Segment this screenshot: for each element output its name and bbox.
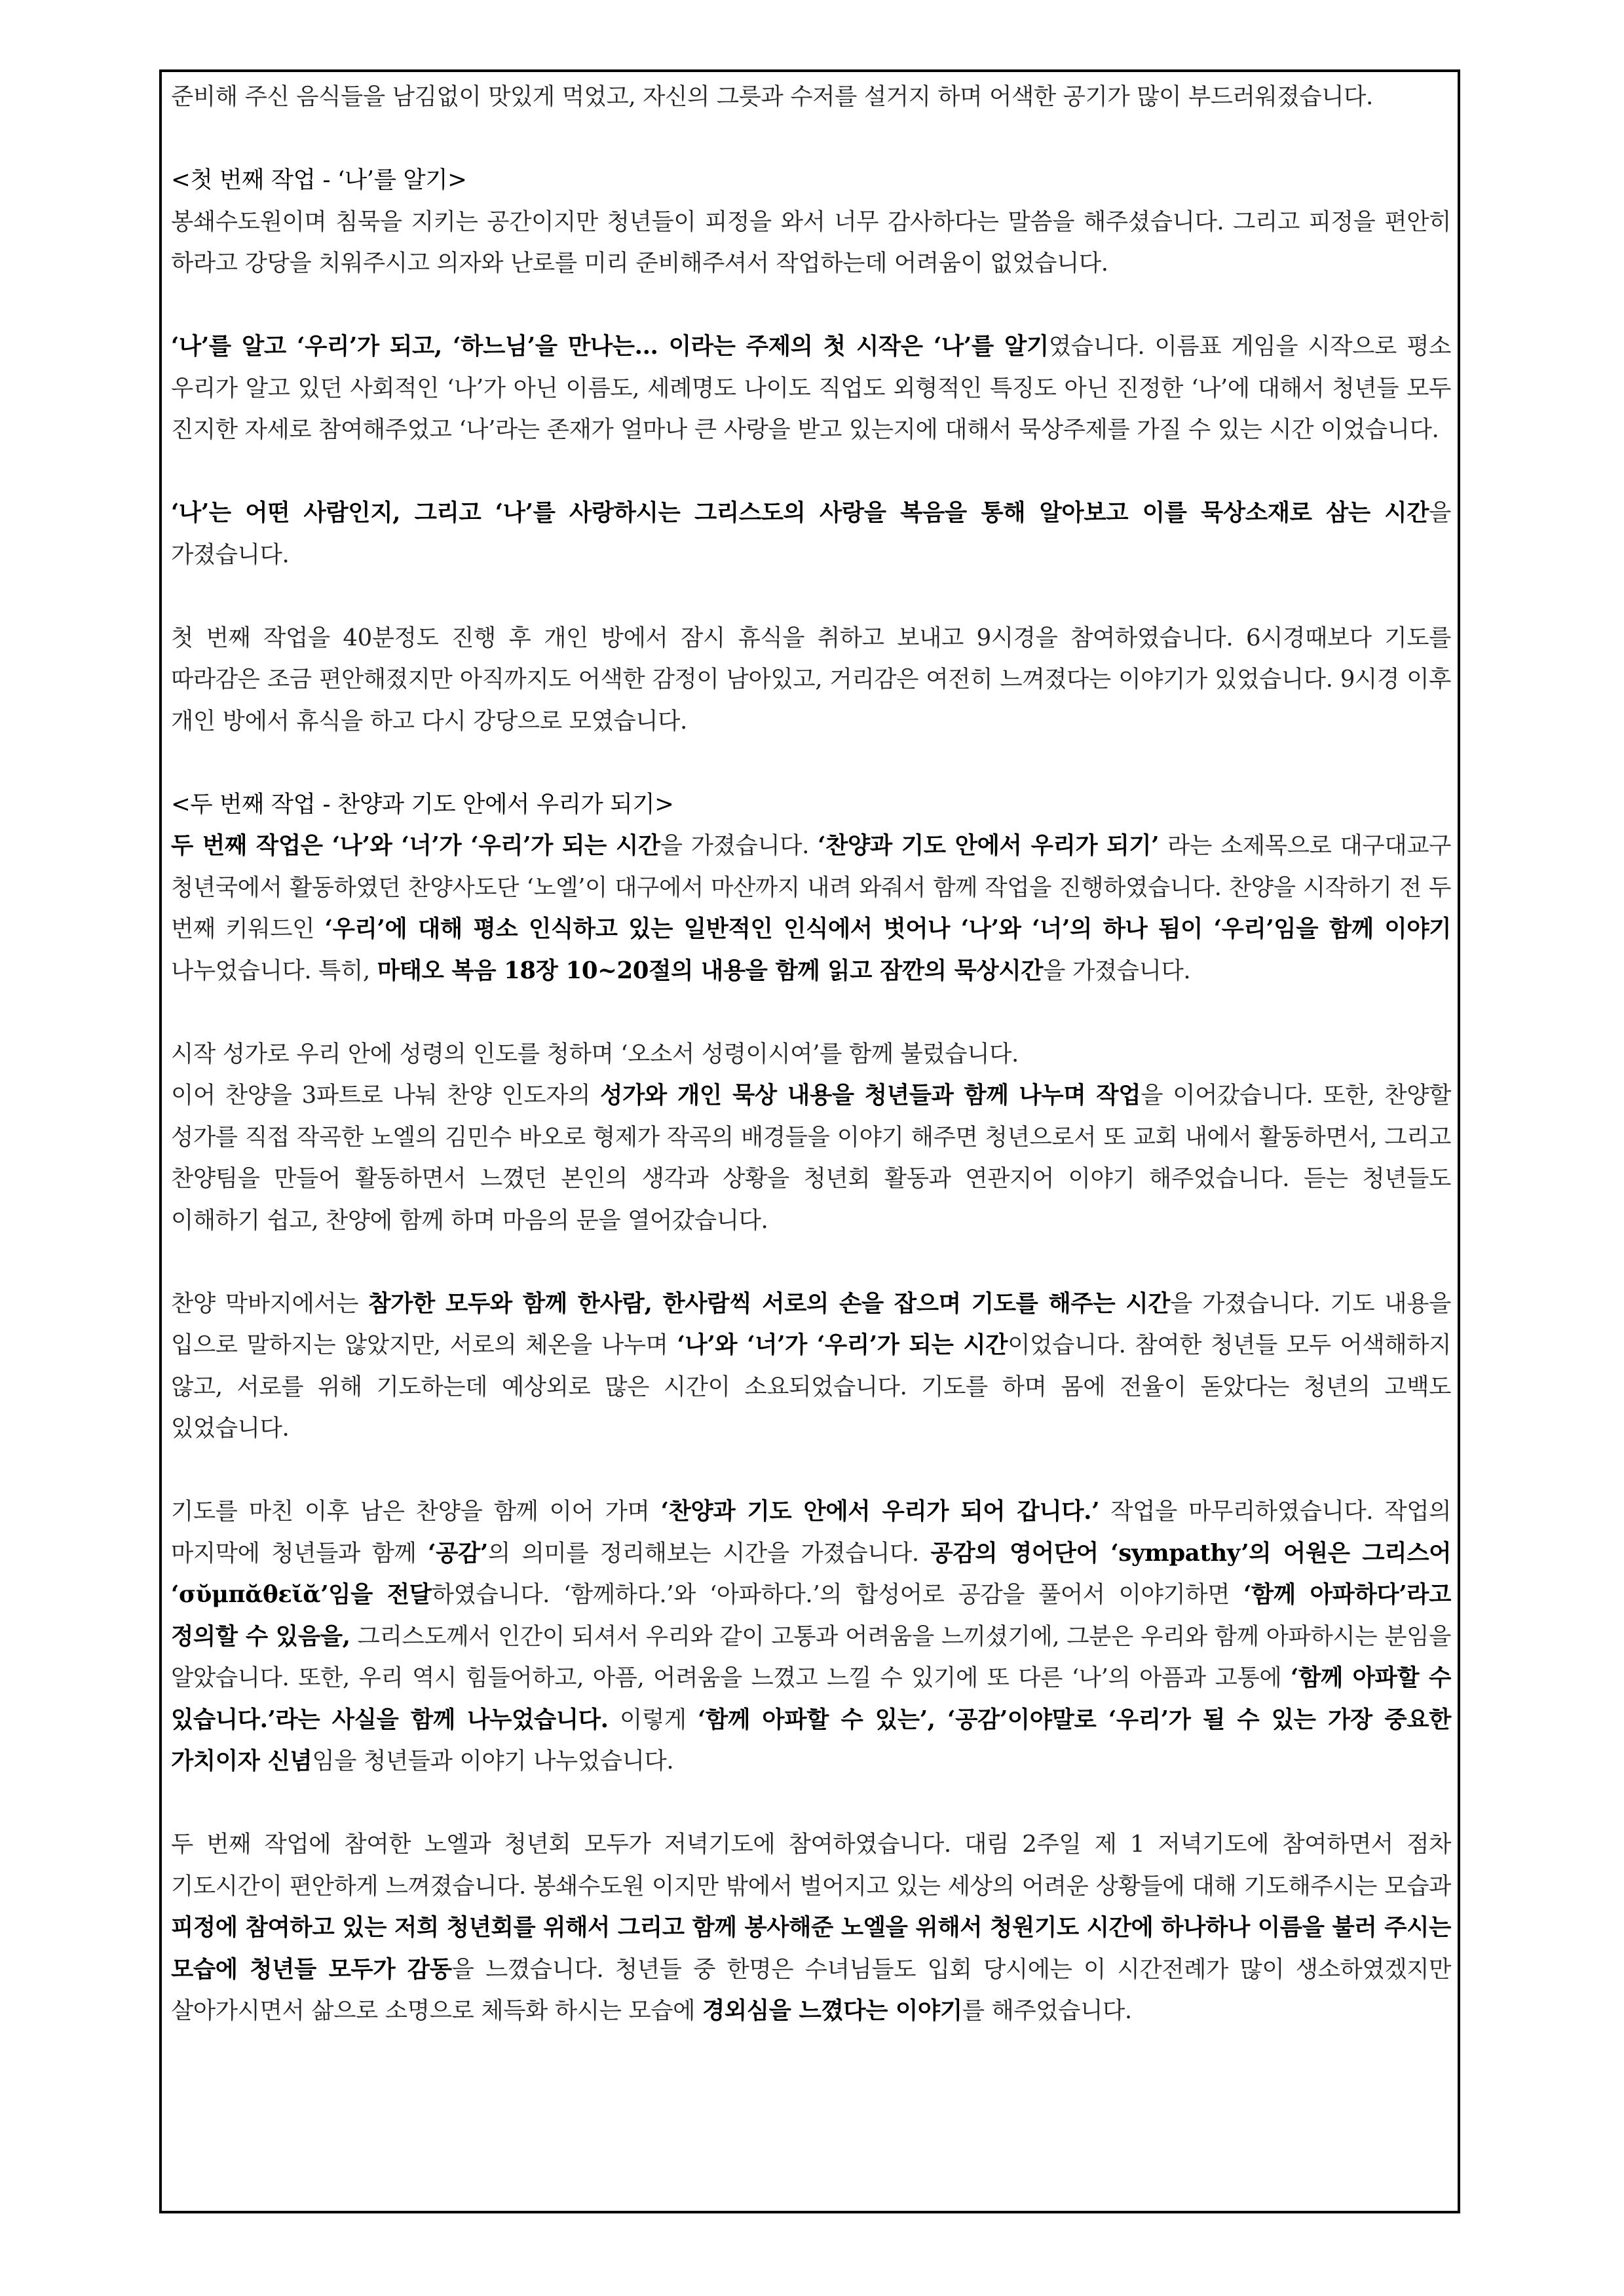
text-run: 을 가졌습니다.: [660, 832, 818, 859]
bold-text-run: 성가와 개인 묵상 내용을 청년들과 함께 나누며 작업: [600, 1082, 1141, 1109]
text-run: 두 번째 작업에 참여한 노엘과 청년회 모두가 저녁기도에 참여하였습니다. 대림 2주일 제 1 저녁기도에 참여하면서 점차 기도시간이 편안하게 느껴졌습니다. 봉쇄수도원 이지만 밖에서 벌어지고 있는 세상의 어려운 상황들에 대해 기도해주시는 모습과: [171, 1831, 1451, 1900]
paragraph-sympathy: [171, 1491, 1451, 1782]
bold-text-run: 공감의 영어단어 ‘sympathy’의 어원은 그리스어 ‘σῠμπᾰθεῐᾰ’임을 전달: [171, 1539, 1451, 1608]
text-run: 라는 소제목으로 대구대교구 청년국에서 활동하였던 찬양사도단 ‘노엘’이 대구에서 마산까지 내려 와줘서 함께 작업을 진행하였습니다. 찬양을 시작하기 전 두 번째 키워드인: [171, 832, 1451, 942]
text-run: 그리스도께서 인간이 되셔서 우리와 같이 고통과 어려움을 느끼셨기에, 그분은 우리와 함께 아파하시는 분임을 알았습니다. 또한, 우리 역시 힘들어하고, 아픔, 어려움을 느꼈고 느낄 수 있기에 또 다른 ‘나’의 아픔과 고통에: [171, 1622, 1451, 1691]
text-run: 기도를 마친 이후 남은 찬양을 함께 이어 가며: [171, 1498, 661, 1525]
text-run: 찬양 막바지에서는: [171, 1290, 369, 1317]
bold-text-run: ‘우리’에 대해 평소 인식하고 있는 일반적인 인식에서 벗어나 ‘나’와 ‘너’의 하나 됨이 ‘우리’임을 함께 이야기: [324, 915, 1451, 942]
paragraph-praise-parts: [171, 1075, 1451, 1241]
text-run: 이렇게: [608, 1706, 698, 1733]
bold-text-run: 마태오 복음 18장 10~20절의 내용을 함께 읽고 잠깐의 묵상시간: [377, 957, 1044, 984]
text-run: 임을 청년들과 이야기 나누었습니다.: [312, 1748, 674, 1774]
text-run: 을 가졌습니다.: [1043, 957, 1191, 984]
blank-line: [171, 1782, 1451, 1824]
text-run: 을 가졌습니다. 기도 내용을 입으로 말하지는 않았지만, 서로의 체온을 나누며: [171, 1290, 1451, 1358]
blank-line: [171, 451, 1451, 493]
text-run: <두 번째 작업 - 찬양과 기도 안에서 우리가 되기>: [171, 790, 674, 818]
blank-line: [171, 742, 1451, 784]
bold-text-run: 경외심을 느꼈다는 이야기: [702, 1997, 962, 2024]
paragraph-opening-hymn: [171, 1033, 1451, 1075]
section-heading-first-task: [171, 159, 1451, 201]
paragraph-break: [171, 617, 1451, 742]
bold-text-run: ‘나’를 알고 ‘우리’가 되고, ‘하느님’을 만나는... 이라는 주제의 첫 시작은 ‘나’를 알기: [171, 333, 1049, 360]
bold-text-run: 두 번째 작업은 ‘나’와 ‘너’가 ‘우리’가 되는 시간: [171, 832, 660, 859]
bold-text-run: ‘찬양과 기도 안에서 우리가 되어 갑니다.’: [660, 1498, 1100, 1525]
text-run: 를 해주었습니다.: [962, 1997, 1132, 2024]
paragraph-evening-prayer: [171, 1824, 1451, 2032]
text-run: 이어 찬양을 3파트로 나눠 찬양 인도자의: [171, 1082, 601, 1109]
text-run: 이었습니다. 참여한 청년들 모두 어색해하지 않고, 서로를 위해 기도하는데 예상외로 많은 시간이 소요되었습니다. 기도를 하며 몸에 전율이 돋았다는 청년의 고백도 있었습니다.: [171, 1331, 1452, 1442]
bold-text-run: ‘함께 아파하다’라고 정의할 수 있음을,: [171, 1581, 1451, 1650]
blank-line: [171, 1241, 1451, 1283]
bold-text-run: ‘나’는 어떤 사람인지, 그리고 ‘나’를 사랑하시는 그리스도의 사랑을 복음을 통해 알아보고 이를 묵상소재로 삼는 시간: [171, 499, 1429, 526]
text-run: 을 느꼈습니다. 청년들 중 한명은 수녀님들도 입회 당시에는 이 시간전례가 많이 생소하였겠지만 살아가시면서 삶으로 소명으로 체득화 하시는 모습에: [171, 1955, 1452, 2024]
blank-line: [171, 991, 1451, 1033]
text-run: 하였습니다. ‘함께하다.’와 ‘아파하다.’의 합성어로 공감을 풀어서 이야기하면: [431, 1581, 1243, 1608]
blank-line: [171, 575, 1451, 617]
text-run: 작업을 마무리하였습니다. 작업의 마지막에 청년들과 함께: [171, 1498, 1452, 1567]
blank-line: [171, 118, 1451, 160]
text-run: 을 이어갔습니다. 또한, 찬양할 성가를 직접 작곡한 노엘의 김민수 바오로 형제가 작곡의 배경들을 이야기 해주면 청년으로서 또 교회 내에서 활동하면서, 그리고 찬양팀을 만들어 활동하면서 느꼈던 본인의 생각과 상황을 청년회 활동과 연관지어 이야기 해주었습니다. 듣는 청년들도 이해하기 쉽고, 찬양에 함께 하며 마음의 문을 열어갔습니다.: [171, 1082, 1452, 1234]
bold-text-run: ‘나’와 ‘너’가 ‘우리’가 되는 시간: [677, 1331, 1008, 1358]
text-run: <첫 번째 작업 - ‘나’를 알기>: [171, 166, 467, 193]
document-page: [159, 69, 1460, 2213]
paragraph-second-task: [171, 825, 1451, 991]
bold-text-run: ‘공감’: [428, 1539, 488, 1567]
paragraph-monastery: [171, 201, 1451, 284]
bold-text-run: 피정에 참여하고 있는 저희 청년회를 위해서 그리고 함께 봉사해준 노엘을 위해서 청원기도 시간에 하나하나 이름을 불러 주시는 모습에 청년들 모두가 감동: [171, 1914, 1451, 1983]
paragraph-meditation: [171, 492, 1451, 575]
text-run: 시작 성가로 우리 안에 성령의 인도를 청하며 ‘오소서 성령이시여’를 함께 불렀습니다.: [171, 1040, 1019, 1067]
text-run: 준비해 주신 음식들을 남김없이 맛있게 먹었고, 자신의 그릇과 수저를 설거지 하며 어색한 공기가 많이 부드러워졌습니다.: [171, 83, 1373, 110]
paragraph-theme: [171, 326, 1451, 451]
text-run: 봉쇄수도원이며 침묵을 지키는 공간이지만 청년들이 피정을 와서 너무 감사하다는 말씀을 해주셨습니다. 그리고 피정을 편안히 하라고 강당을 치워주시고 의자와 난로를 미리 준비해주셔서 작업하는데 어려움이 없었습니다.: [171, 208, 1451, 277]
text-run: 의 의미를 정리해보는 시간을 가졌습니다.: [487, 1539, 931, 1567]
paragraph-intro: [171, 76, 1451, 118]
blank-line: [171, 284, 1451, 326]
bold-text-run: ‘함께 아파할 수 있는’, ‘공감’이야말로 ‘우리’가 될 수 있는 가장 중요한 가치이자 신념: [171, 1706, 1452, 1774]
bold-text-run: ‘찬양과 기도 안에서 우리가 되기’: [818, 832, 1160, 859]
bold-text-run: 참가한 모두와 함께 한사람, 한사람씩 서로의 손을 잡으며 기도를 해주는 시간: [368, 1290, 1171, 1317]
text-run: 나누었습니다. 특히,: [171, 957, 377, 984]
section-heading-second-task: [171, 784, 1451, 826]
text-run: 였습니다. 이름표 게임을 시작으로 평소 우리가 알고 있던 사회적인 ‘나’가 아닌 이름도, 세례명도 나이도 직업도 외형적인 특징도 아닌 진정한 ‘나’에 대해서 청년들 모두 진지한 자세로 참여해주었고 ‘나’라는 존재가 얼마나 큰 사랑을 받고 있는지에 대해서 묵상주제를 가질 수 있는 시간 이었습니다.: [171, 333, 1451, 443]
blank-line: [171, 1449, 1451, 1491]
paragraph-prayer-hands: [171, 1283, 1451, 1449]
text-run: 을 가졌습니다.: [171, 499, 1451, 568]
bold-text-run: ‘함께 아파할 수 있습니다.’라는 사실을 함께 나누었습니다.: [171, 1664, 1451, 1733]
text-run: 첫 번째 작업을 40분정도 진행 후 개인 방에서 잠시 휴식을 취하고 보내고 9시경을 참여하였습니다. 6시경때보다 기도를 따라감은 조금 편안해졌지만 아직까지도 어색한 감정이 남아있고, 거리감은 여전히 느껴졌다는 이야기가 있었습니다. 9시경 이후 개인 방에서 휴식을 하고 다시 강당으로 모였습니다.: [171, 624, 1451, 735]
